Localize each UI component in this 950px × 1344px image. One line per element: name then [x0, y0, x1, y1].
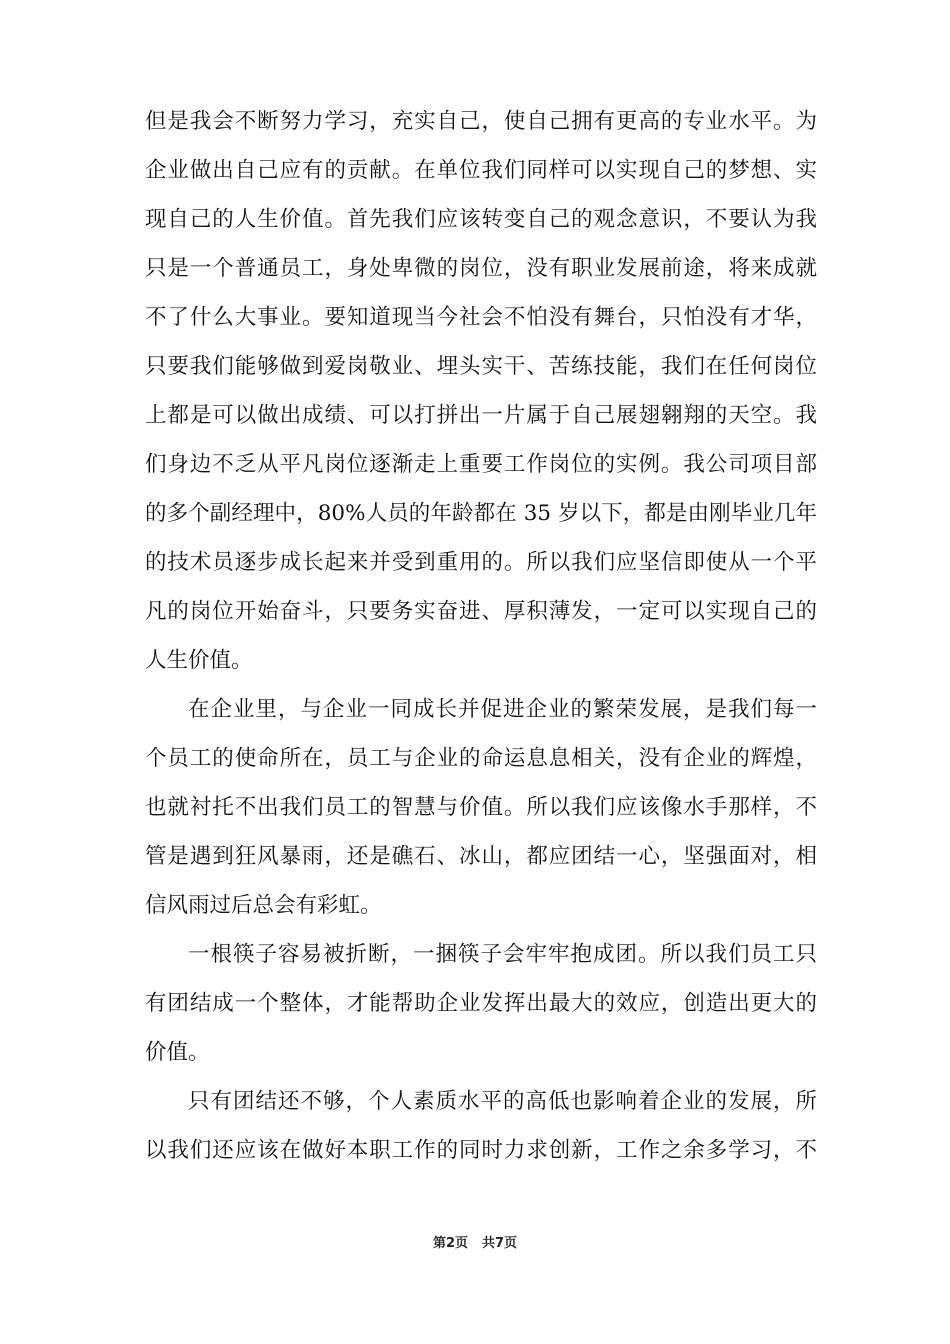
text-line: 只有团结还不够，个人素质水平的高低也影响着企业的发展，所	[188, 1089, 817, 1114]
document-body	[145, 97, 817, 1175]
text-line: 有团结成一个整体，才能帮助企业发挥出最大的效应，创造出更大的	[145, 991, 817, 1016]
text-line: 人生价值。	[145, 648, 253, 673]
text-line: 也就衬托不出我们员工的智慧与价值。所以我们应该像水手那样，不	[145, 795, 817, 820]
paragraph	[145, 97, 817, 685]
text-line: 以我们还应该在做好本职工作的同时力求创新，工作之余多学习，不	[145, 1138, 817, 1163]
text-line: 现自己的人生价值。首先我们应该转变自己的观念意识，不要认为我	[145, 207, 817, 232]
page-footer	[0, 1232, 950, 1251]
text-line: 价值。	[145, 1040, 210, 1065]
text-line: 管是遇到狂风暴雨，还是礁石、冰山，都应团结一心，坚强面对，相	[145, 844, 817, 869]
text-line: 一根筷子容易被折断，一捆筷子会牢牢抱成团。所以我们员工只	[188, 942, 817, 967]
text-line: 凡的岗位开始奋斗，只要务实奋进、厚积薄发，一定可以实现自己的	[145, 599, 817, 624]
paragraph	[145, 1077, 817, 1175]
page-total: 共7页	[482, 1236, 518, 1251]
text-line: 只要我们能够做到爱岗敬业、埋头实干、苦练技能，我们在任何岗位	[145, 354, 817, 379]
page-number: 第2页	[432, 1236, 468, 1251]
text-line: 不了什么大事业。要知道现当今社会不怕没有舞台，只怕没有才华，	[145, 305, 817, 330]
text-line: 在企业里，与企业一同成长并促进企业的繁荣发展，是我们每一	[188, 697, 817, 722]
paragraph	[145, 685, 817, 930]
text-line: 个员工的使命所在，员工与企业的命运息息相关，没有企业的辉煌，	[145, 746, 817, 771]
text-line: 企业做出自己应有的贡献。在单位我们同样可以实现自己的梦想、实	[145, 158, 817, 183]
paragraph	[145, 930, 817, 1077]
text-line: 上都是可以做出成绩、可以打拼出一片属于自己展翅翱翔的天空。我	[145, 403, 817, 428]
text-line: 的技术员逐步成长起来并受到重用的。所以我们应坚信即使从一个平	[145, 550, 817, 575]
text-line: 们身边不乏从平凡岗位逐渐走上重要工作岗位的实例。我公司项目部	[145, 452, 817, 477]
text-line: 只是一个普通员工，身处卑微的岗位，没有职业发展前途，将来成就	[145, 256, 817, 281]
text-line: 信风雨过后总会有彩虹。	[145, 893, 382, 918]
text-line: 的多个副经理中，80%人员的年龄都在 35 岁以下，都是由刚毕业几年	[145, 501, 817, 526]
text-line: 但是我会不断努力学习，充实自己，使自己拥有更高的专业水平。为	[145, 109, 817, 134]
